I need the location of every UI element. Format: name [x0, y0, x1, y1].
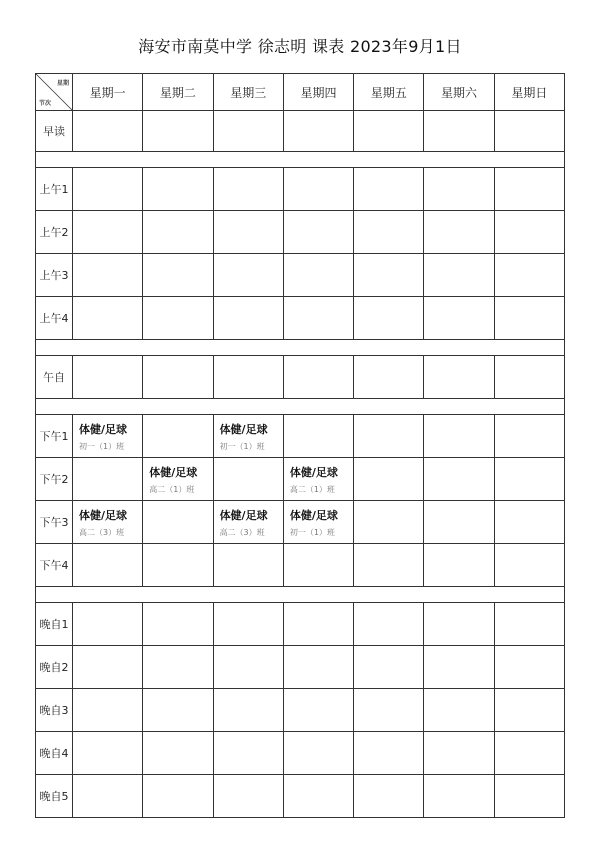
- row-pm4: [36, 544, 565, 587]
- cell: [283, 111, 353, 152]
- cell: [283, 646, 353, 689]
- day-header-sat: 星期六: [424, 74, 494, 111]
- cell: [283, 356, 353, 399]
- cell: [143, 297, 213, 340]
- cell: [213, 544, 283, 587]
- row-am3: [36, 254, 565, 297]
- cell: [494, 646, 564, 689]
- row-ev1: [36, 603, 565, 646]
- cell: [494, 775, 564, 818]
- lesson-cell[interactable]: [143, 458, 213, 501]
- cell: [213, 458, 283, 501]
- cell: [354, 297, 424, 340]
- period-label: 午自: [36, 356, 73, 399]
- cell: [424, 415, 494, 458]
- lesson-cell[interactable]: [283, 458, 353, 501]
- separator-row: [36, 152, 565, 168]
- cell: [494, 458, 564, 501]
- cell: [424, 111, 494, 152]
- row-zaodu: [36, 111, 565, 152]
- cell: [73, 297, 143, 340]
- cell: [354, 775, 424, 818]
- course-name: 体健/足球: [79, 423, 128, 436]
- class-name: 高二（3）班: [79, 528, 125, 537]
- cell: [494, 544, 564, 587]
- cell: [73, 254, 143, 297]
- lesson-cell[interactable]: [73, 415, 143, 458]
- cell: [494, 254, 564, 297]
- row-ev2: [36, 646, 565, 689]
- cell: [143, 211, 213, 254]
- cell: [424, 297, 494, 340]
- cell: [213, 254, 283, 297]
- cell: [424, 689, 494, 732]
- day-header-sun: 星期日: [494, 74, 564, 111]
- cell: [424, 168, 494, 211]
- cell: [494, 168, 564, 211]
- cell: [354, 211, 424, 254]
- cell: [213, 111, 283, 152]
- header-row: [36, 74, 565, 111]
- cell: [354, 732, 424, 775]
- cell: [424, 458, 494, 501]
- lesson-cell[interactable]: [213, 415, 283, 458]
- cell: [494, 297, 564, 340]
- period-label: 晚自5: [36, 775, 73, 818]
- cell: [143, 111, 213, 152]
- separator: [36, 399, 565, 415]
- day-header-fri: 星期五: [354, 74, 424, 111]
- cell: [424, 356, 494, 399]
- cell: [283, 211, 353, 254]
- course-name: 体健/足球: [219, 423, 268, 436]
- cell: [73, 603, 143, 646]
- period-label: 早读: [36, 111, 73, 152]
- class-name: 高二（1）班: [289, 485, 335, 494]
- cell: [494, 111, 564, 152]
- cell: [213, 689, 283, 732]
- cell: [283, 168, 353, 211]
- period-label: 下午2: [36, 458, 73, 501]
- lesson-cell[interactable]: [73, 501, 143, 544]
- period-label: 上午1: [36, 168, 73, 211]
- cell: [354, 415, 424, 458]
- cell: [424, 254, 494, 297]
- cell: [143, 689, 213, 732]
- row-am1: [36, 168, 565, 211]
- class-name: 初一（1）班: [79, 442, 125, 451]
- cell: [494, 689, 564, 732]
- cell: [73, 211, 143, 254]
- class-name: 高二（3）班: [219, 528, 265, 537]
- cell: [73, 168, 143, 211]
- cell: [424, 544, 494, 587]
- cell: [494, 356, 564, 399]
- cell: [283, 689, 353, 732]
- cell: [213, 356, 283, 399]
- cell: [143, 775, 213, 818]
- period-label: 晚自1: [36, 603, 73, 646]
- row-am4: [36, 297, 565, 340]
- cell: [213, 211, 283, 254]
- period-label: 晚自2: [36, 646, 73, 689]
- cell: [283, 732, 353, 775]
- cell: [354, 501, 424, 544]
- course-name: 体健/足球: [289, 466, 338, 479]
- cell: [494, 603, 564, 646]
- separator: [36, 587, 565, 603]
- class-name: 高二（1）班: [149, 485, 195, 494]
- page-title: 海安市南莫中学 徐志明 课表 2023年9月1日: [138, 37, 462, 56]
- row-pm2: [36, 458, 565, 501]
- cell: [143, 356, 213, 399]
- cell: [73, 544, 143, 587]
- period-label: 晚自3: [36, 689, 73, 732]
- cell: [143, 646, 213, 689]
- cell: [354, 254, 424, 297]
- course-name: 体健/足球: [79, 509, 128, 522]
- day-header-tue: 星期二: [143, 74, 213, 111]
- row-ev5: [36, 775, 565, 818]
- cell: [73, 356, 143, 399]
- day-header-thu: 星期四: [283, 74, 353, 111]
- cell: [213, 732, 283, 775]
- cell: [73, 458, 143, 501]
- cell: [354, 646, 424, 689]
- row-pm1: [36, 415, 565, 458]
- class-name: 初一（1）班: [219, 442, 265, 451]
- cell: [143, 501, 213, 544]
- cell: [354, 689, 424, 732]
- cell: [354, 168, 424, 211]
- cell: [143, 254, 213, 297]
- cell: [424, 501, 494, 544]
- cell: [354, 603, 424, 646]
- lesson-cell[interactable]: [213, 501, 283, 544]
- corner-cell: [36, 74, 73, 111]
- separator: [36, 340, 565, 356]
- cell: [283, 603, 353, 646]
- cell: [283, 415, 353, 458]
- course-name: 体健/足球: [149, 466, 198, 479]
- cell: [283, 297, 353, 340]
- cell: [354, 544, 424, 587]
- cell: [283, 254, 353, 297]
- cell: [73, 689, 143, 732]
- cell: [424, 603, 494, 646]
- row-pm3: [36, 501, 565, 544]
- cell: [424, 775, 494, 818]
- period-label: 晚自4: [36, 732, 73, 775]
- lesson-cell[interactable]: [283, 501, 353, 544]
- cell: [283, 544, 353, 587]
- course-name: 体健/足球: [219, 509, 268, 522]
- cell: [213, 168, 283, 211]
- cell: [354, 356, 424, 399]
- cell: [143, 415, 213, 458]
- day-header-mon: 星期一: [73, 74, 143, 111]
- corner-period-label: 节次: [39, 100, 52, 107]
- period-label: 下午1: [36, 415, 73, 458]
- course-name: 体健/足球: [289, 509, 338, 522]
- cell: [213, 646, 283, 689]
- separator-row: [36, 399, 565, 415]
- cell: [424, 211, 494, 254]
- period-label: 上午4: [36, 297, 73, 340]
- separator: [36, 152, 565, 168]
- cell: [213, 297, 283, 340]
- row-ev3: [36, 689, 565, 732]
- cell: [494, 415, 564, 458]
- cell: [143, 168, 213, 211]
- separator-row: [36, 587, 565, 603]
- cell: [73, 111, 143, 152]
- day-header-wed: 星期三: [213, 74, 283, 111]
- cell: [283, 775, 353, 818]
- cell: [494, 211, 564, 254]
- period-label: 上午2: [36, 211, 73, 254]
- cell: [354, 111, 424, 152]
- period-label: 下午3: [36, 501, 73, 544]
- cell: [213, 775, 283, 818]
- row-am2: [36, 211, 565, 254]
- cell: [73, 732, 143, 775]
- cell: [424, 646, 494, 689]
- corner-weekday-label: 星期: [56, 80, 69, 87]
- cell: [424, 732, 494, 775]
- row-ev4: [36, 732, 565, 775]
- cell: [143, 732, 213, 775]
- period-label: 上午3: [36, 254, 73, 297]
- cell: [494, 732, 564, 775]
- cell: [143, 603, 213, 646]
- cell: [213, 603, 283, 646]
- cell: [73, 775, 143, 818]
- cell: [143, 544, 213, 587]
- class-name: 初一（1）班: [289, 528, 335, 537]
- row-wuzi: [36, 356, 565, 399]
- period-label: 下午4: [36, 544, 73, 587]
- cell: [73, 646, 143, 689]
- cell: [354, 458, 424, 501]
- timetable: [35, 73, 565, 818]
- separator-row: [36, 340, 565, 356]
- cell: [494, 501, 564, 544]
